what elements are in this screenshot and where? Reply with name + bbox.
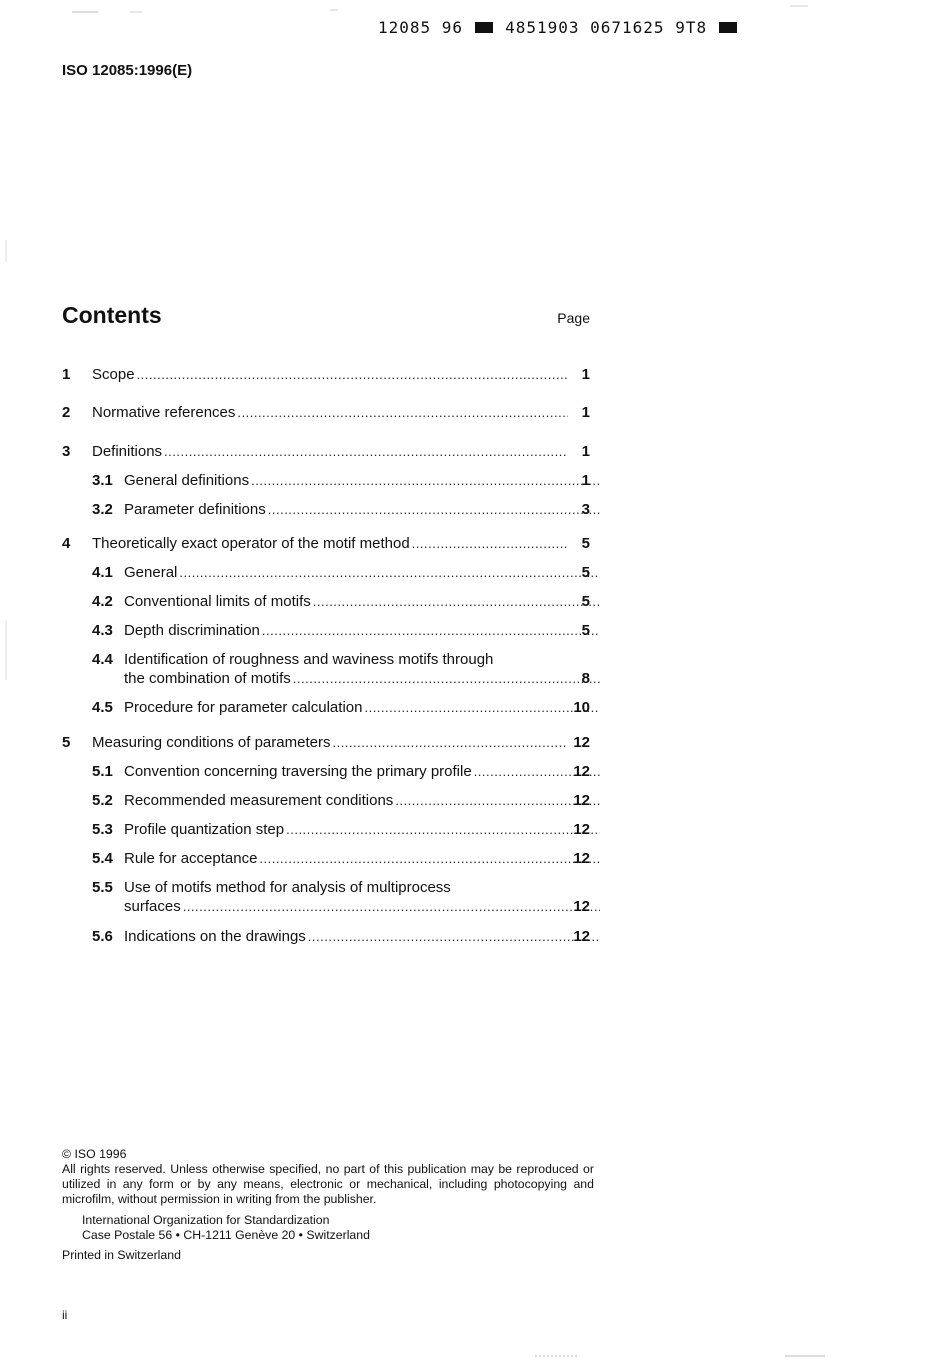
- organization-name: International Organization for Standardization: [82, 1213, 330, 1227]
- document-id: ISO 12085:1996(E): [62, 62, 193, 79]
- copyright-block: [62, 1147, 594, 1263]
- toc-number: 3.2: [92, 501, 113, 518]
- leader-dots: [164, 442, 568, 462]
- toc-subentry[interactable]: [62, 878, 592, 918]
- leader-dots: [313, 592, 600, 612]
- page-column-label: Page: [557, 310, 590, 326]
- toc-title: surfaces: [124, 898, 181, 915]
- toc-number: 4.1: [92, 564, 113, 581]
- toc-page: 5: [581, 535, 590, 552]
- toc-number: 4.2: [92, 593, 113, 610]
- leader-dots: [293, 669, 600, 689]
- leader-dots: [179, 563, 600, 583]
- toc-title: Normative references: [92, 404, 236, 421]
- toc-number: 4.3: [92, 622, 113, 639]
- toc-number: 4.5: [92, 699, 113, 716]
- toc-number: 3.1: [92, 472, 113, 489]
- toc-title: General: [124, 564, 178, 581]
- leader-dots: [259, 849, 600, 869]
- toc-number: 4: [62, 535, 71, 552]
- leader-dots: [412, 534, 568, 554]
- toc-title: Theoretically exact operator of the motif method: [92, 535, 410, 552]
- toc-title-line1: Identification of roughness and waviness motifs through: [124, 651, 494, 668]
- toc-number: 5: [62, 734, 71, 751]
- toc-title: Measuring conditions of parameters: [92, 734, 331, 751]
- toc-title: Depth discrimination: [124, 622, 260, 639]
- code-block-mark: [475, 22, 493, 33]
- toc-title-line1: Use of motifs method for analysis of multiprocess: [124, 879, 451, 896]
- leader-dots: [395, 791, 600, 811]
- toc-number: 2: [62, 404, 71, 421]
- toc-number: 5.1: [92, 763, 113, 780]
- leader-dots: [332, 733, 568, 753]
- toc-page: 12: [573, 898, 590, 915]
- toc-title: the combination of motifs: [124, 670, 291, 687]
- toc-page: 12: [573, 792, 590, 809]
- toc-page: 1: [581, 443, 590, 460]
- toc-page: 12: [573, 928, 590, 945]
- toc-number: 5.5: [92, 879, 113, 896]
- toc-title: Indications on the drawings: [124, 928, 306, 945]
- contents-header: [62, 302, 592, 334]
- code-block-mark: [719, 22, 737, 33]
- leader-dots: [286, 820, 600, 840]
- toc-page: 1: [581, 472, 590, 489]
- toc-page: 8: [581, 670, 590, 687]
- toc-subentry[interactable]: [62, 650, 592, 690]
- toc-page: 10: [573, 699, 590, 716]
- copyright-line: © ISO 1996: [62, 1147, 127, 1161]
- toc-title: Convention concerning traversing the primary profile: [124, 763, 472, 780]
- toc-page: 5: [581, 622, 590, 639]
- toc-number: 5.4: [92, 850, 113, 867]
- toc-page: 12: [573, 850, 590, 867]
- leader-dots: [268, 500, 600, 520]
- toc-page: 12: [573, 734, 590, 751]
- document-code-strip: [378, 18, 737, 37]
- page-number: ii: [62, 1308, 68, 1322]
- toc-title: Procedure for parameter calculation: [124, 699, 363, 716]
- organization-address: Case Postale 56 • CH-1211 Genève 20 • Switzerland: [82, 1228, 370, 1242]
- printed-in: Printed in Switzerland: [62, 1248, 181, 1262]
- rights-statement: All rights reserved. Unless otherwise specified, no part of this publication may be reproduced or utilized in any form or by any means, electronic or mechanical, including photocopying and microfilm, without permission in writing from the publisher.: [62, 1162, 594, 1206]
- toc-number: 5.6: [92, 928, 113, 945]
- toc-page: 1: [581, 404, 590, 421]
- toc-title: Recommended measurement conditions: [124, 792, 394, 809]
- toc-number: 5.2: [92, 792, 113, 809]
- toc-title: Parameter definitions: [124, 501, 266, 518]
- toc-page: 5: [581, 564, 590, 581]
- toc-page: 1: [581, 366, 590, 383]
- leader-dots: [251, 471, 600, 491]
- leader-dots: [137, 365, 568, 385]
- toc-page: 12: [573, 763, 590, 780]
- toc-title: Definitions: [92, 443, 163, 460]
- toc-number: 5.3: [92, 821, 113, 838]
- leader-dots: [308, 927, 600, 947]
- toc-number: 3: [62, 443, 71, 460]
- toc-page: 5: [581, 593, 590, 610]
- toc-page: 3: [581, 501, 590, 518]
- code-part-1: 12085 96: [378, 18, 464, 37]
- toc-title: Rule for acceptance: [124, 850, 258, 867]
- toc-number: 4.4: [92, 651, 113, 668]
- toc-number: 1: [62, 366, 71, 383]
- leader-dots: [364, 698, 600, 718]
- leader-dots: [183, 897, 600, 917]
- contents-title: Contents: [62, 302, 162, 328]
- toc-title: General definitions: [124, 472, 250, 489]
- toc-title: Conventional limits of motifs: [124, 593, 311, 610]
- toc-page: 12: [573, 821, 590, 838]
- leader-dots: [237, 403, 568, 423]
- toc-title: Scope: [92, 366, 135, 383]
- leader-dots: [262, 621, 600, 641]
- toc-title: Profile quantization step: [124, 821, 285, 838]
- code-part-2: 4851903 0671625 9T8: [505, 18, 708, 37]
